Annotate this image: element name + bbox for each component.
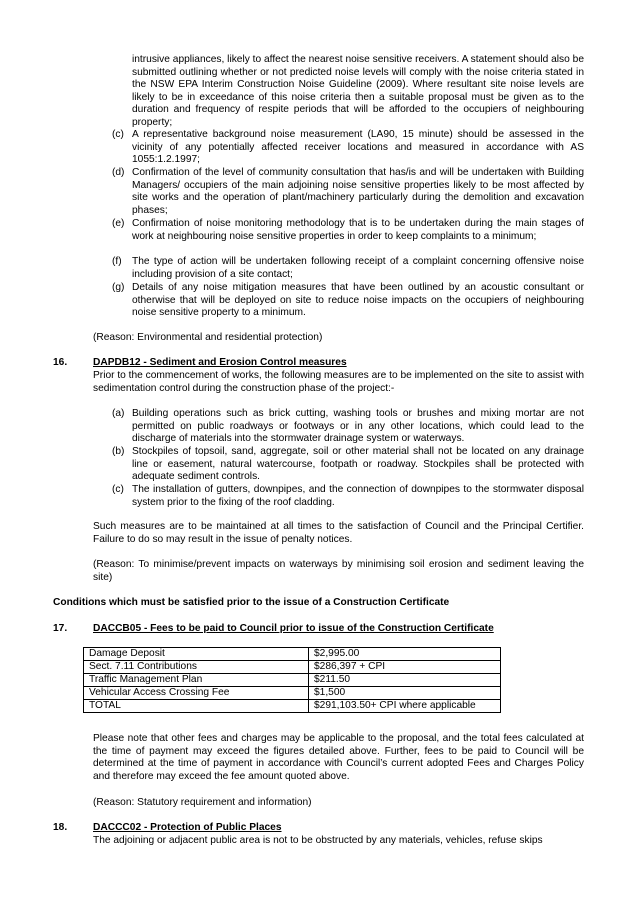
table-row (84, 648, 501, 661)
list-label: (f) (112, 256, 122, 267)
list-label: (d) (112, 167, 125, 178)
condition-17-reason: (Reason: Statutory requirement and information) (93, 797, 312, 808)
fee-item: Traffic Management Plan (84, 674, 309, 687)
fee-item: TOTAL (84, 700, 309, 713)
list-text: Details of any noise mitigation measures that have been outlined by an acoustic consultant or otherwise that will be deployed on site to reduce noise impacts on the occupiers of neighbouring noise sensitive property to a minimum. (132, 282, 584, 319)
table-row (84, 687, 501, 700)
list-item-c (112, 129, 584, 167)
condition-heading-16: DAPDB12 - Sediment and Erosion Control measures (93, 357, 347, 368)
table-row (84, 674, 501, 687)
list-text: A representative background noise measurement (LA90, 15 minute) should be assessed in the vicinity of any potentially affected receiver locations and measured in accordance with AS 1055:1.2.1997; (132, 129, 584, 166)
list-item-d (112, 167, 584, 218)
fee-item: Vehicular Access Crossing Fee (84, 687, 309, 700)
list-label: (c) (112, 484, 124, 495)
section-title: Conditions which must be satisfied prior to the issue of a Construction Certificate (53, 597, 450, 608)
list-item-f (112, 256, 584, 282)
condition-16-reason: (Reason: To minimise/prevent impacts on waterways by minimising soil erosion and sediment leaving the site) (93, 559, 584, 583)
table-row (84, 700, 501, 713)
list-item-e (112, 218, 584, 256)
list-label: (e) (112, 218, 125, 229)
list-text: Stockpiles of topsoil, sand, aggregate, soil or other material shall not be located on any drainage line or easement, natural watercourse, footpath or roadway. Stockpiles shall be protected with adequate sediment controls. (132, 446, 584, 483)
table-row (84, 661, 501, 674)
condition-heading-17: DACCB05 - Fees to be paid to Council prior to issue of the Construction Certificate (93, 623, 494, 634)
list-text: The installation of gutters, downpipes, and the connection of downpipes to the stormwater disposal system prior to the fixing of the roof cladding. (132, 484, 584, 508)
list-item-c2 (112, 484, 584, 510)
condition-number-18: 18. (53, 822, 68, 833)
list-text: Confirmation of the level of community consultation that has/is and will be undertaken with Building Managers/ occupiers of the main adjoining noise sensitive properties likely to be most affected by site works and the operation of plant/machinery particularly during the demolition and excavation phases; (132, 167, 584, 216)
fee-amount: $291,103.50+ CPI where applicable (309, 700, 501, 713)
condition-heading-18: DACCC02 - Protection of Public Places (93, 822, 282, 833)
fee-amount: $1,500 (309, 687, 501, 700)
fee-item: Damage Deposit (84, 648, 309, 661)
fee-amount: $2,995.00 (309, 648, 501, 661)
list-text: Confirmation of noise monitoring methodology that is to be undertaken during the main stages of work at neighbouring noise sensitive properties in order to keep complaints to a minimum; (132, 218, 584, 242)
list-label: (g) (112, 282, 125, 293)
condition-18-text: The adjoining or adjacent public area is not to be obstructed by any materials, vehicles, refuse skips (93, 835, 543, 846)
condition-number-16: 16. (53, 357, 68, 368)
list-label: (c) (112, 129, 124, 140)
list-label: (a) (112, 408, 125, 419)
condition-16-intro: Prior to the commencement of works, the following measures are to be implemented on the site to assist with sedimentation control during the construction phase of the project:- (93, 370, 584, 394)
list-item-b (112, 446, 584, 484)
fee-amount: $286,397 + CPI (309, 661, 501, 674)
condition-16-maintenance: Such measures are to be maintained at all times to the satisfaction of Council and the Principal Certifier. Failure to do so may result in the issue of penalty notices. (93, 521, 584, 545)
paragraph-intro-continued: intrusive appliances, likely to affect the nearest noise sensitive receivers. A statement should also be submitted outlining whether or not predicted noise levels will comply with the noise criteria stated in the NSW EPA Interim Construction Noise Guideline (2009). Where resultant site noise levels are likely to be in exceedance of this noise criteria then a suitable proposal must be given as to the duration and frequency of respite periods that will be afforded to the occupiers of neighbouring property; (132, 54, 584, 128)
list-text: Building operations such as brick cutting, washing tools or brushes and mixing mortar are not permitted on public roadways or footways or in any other locations, which could lead to the discharge of materials into the stormwater drainage system or waterways. (132, 408, 584, 445)
list-label: (b) (112, 446, 125, 457)
reason-environmental: (Reason: Environmental and residential protection) (93, 332, 323, 343)
condition-17-note: Please note that other fees and charges may be applicable to the proposal, and the total fees calculated at the time of payment may exceed the figures detailed above. Further, fees to be paid to Council will be determined at the time of payment in accordance with Council’s current adopted Fees and Charges Policy and therefore may exceed the fee amount quoted above. (93, 733, 584, 782)
condition-number-17: 17. (53, 623, 68, 634)
fee-amount: $211.50 (309, 674, 501, 687)
list-item-g (112, 282, 584, 320)
fee-item: Sect. 7.11 Contributions (84, 661, 309, 674)
fees-table (83, 647, 501, 713)
list-text: The type of action will be undertaken following receipt of a complaint concerning offensive noise including provision of a site contact; (132, 256, 584, 280)
list-item-a (112, 408, 584, 446)
